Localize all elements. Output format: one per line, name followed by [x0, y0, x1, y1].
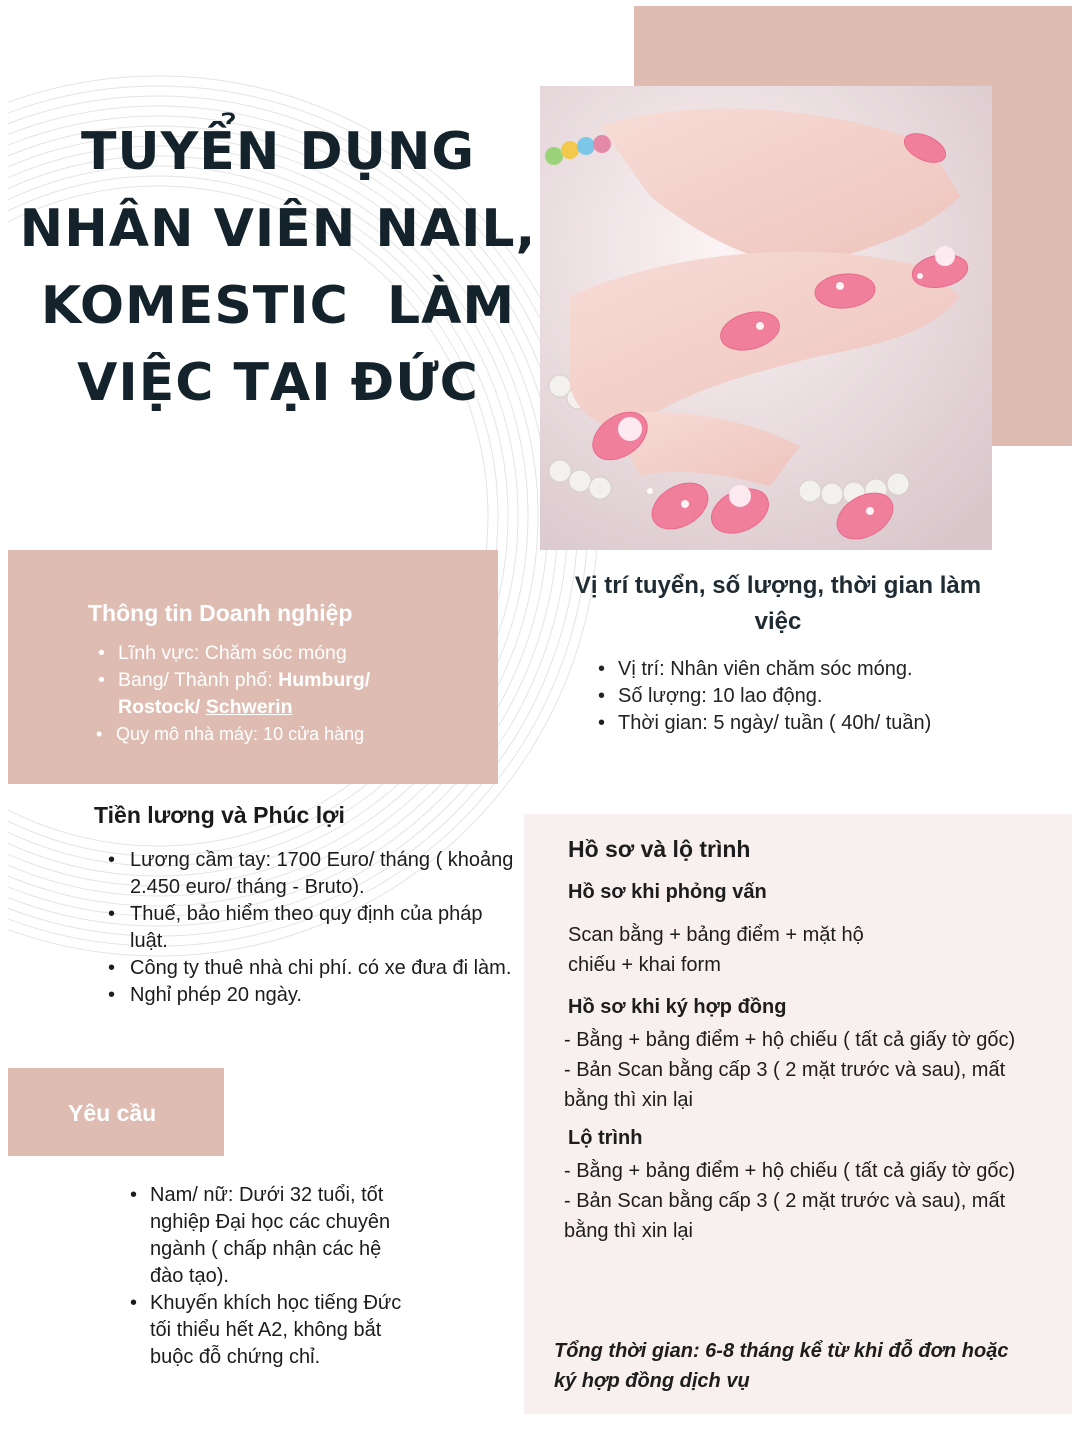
salary-title: Tiền lương và Phúc lợi: [94, 802, 345, 828]
total-duration: Tổng thời gian: 6-8 tháng kể từ khi đỗ đơn hoặc ký hợp đồng dịch vụ: [554, 1340, 1009, 1392]
interview-docs-text: Scan bằng + bảng điểm + mặt hộ chiếu + khai form: [568, 924, 864, 976]
salary-item: • Thuế, bảo hiểm theo quy định của pháp luật.: [108, 901, 518, 955]
route-title: Lộ trình: [568, 1127, 643, 1149]
documents-section: [524, 814, 1072, 1414]
interview-docs-title: Hồ sơ khi phỏng vấn: [568, 881, 767, 903]
route-item: - Bằng + bảng điểm + hộ chiếu ( tất cả giấy tờ gốc): [564, 1160, 1016, 1182]
requirements-header: [8, 1068, 224, 1156]
company-city: • Bang/ Thành phố: Humburg/ Rostock/ Schwerin: [98, 667, 370, 721]
requirements-title: Yêu cầu: [68, 1100, 157, 1126]
position-item: • Thời gian: 5 ngày/ tuần ( 40h/ tuần): [598, 710, 931, 737]
contract-doc-item: - Bản Scan bằng cấp 3 ( 2 mặt trước và sau), mất bằng thì xin lại: [564, 1059, 1006, 1111]
requirement-item: • Khuyến khích học tiếng Đức tối thiểu hết A2, không bắt buộc đỗ chứng chỉ.: [130, 1290, 420, 1371]
salary-list: [108, 847, 518, 1009]
page-title: [8, 114, 548, 422]
salary-item: • Công ty thuê nhà chi phí. có xe đưa đi làm.: [108, 955, 518, 982]
company-field: • Lĩnh vực: Chăm sóc móng: [98, 640, 370, 667]
poster: [8, 6, 1072, 1446]
salary-item: • Lương cầm tay: 1700 Euro/ tháng ( khoảng 2.450 euro/ tháng - Bruto).: [108, 847, 518, 901]
company-scale: • Quy mô nhà máy: 10 cửa hàng: [96, 721, 370, 748]
requirements-list: [130, 1182, 420, 1371]
contract-docs-title: Hồ sơ khi ký hợp đồng: [568, 996, 787, 1018]
contract-doc-item: - Bằng + bảng điểm + hộ chiếu ( tất cả giấy tờ gốc): [564, 1029, 1016, 1051]
company-info-section: [8, 550, 498, 784]
salary-item: • Nghỉ phép 20 ngày.: [108, 982, 518, 1009]
position-item: • Số lượng: 10 lao động.: [598, 683, 931, 710]
headline-line: VIỆC TẠI ĐỨC: [77, 353, 479, 413]
documents-title: Hồ sơ và lộ trình: [568, 836, 751, 862]
route-item: - Bản Scan bằng cấp 3 ( 2 mặt trước và sau), mất bằng thì xin lại: [564, 1190, 1006, 1242]
headline-line: NHÂN VIÊN NAIL,: [19, 199, 537, 259]
company-info-title: Thông tin Doanh nghiệp: [88, 600, 353, 626]
headline-line: KOMESTIC LÀM: [40, 276, 516, 336]
hands-illustration: [540, 86, 992, 550]
requirement-item: • Nam/ nữ: Dưới 32 tuổi, tốt nghiệp Đại học các chuyên ngành ( chấp nhận các hệ đào tạo).: [130, 1182, 420, 1290]
position-list: [598, 656, 931, 737]
nail-photo: [540, 86, 992, 550]
headline-line: TUYỂN DỤNG: [80, 122, 476, 182]
position-title: Vị trí tuyển, số lượng, thời gian làm việc: [574, 572, 982, 635]
company-info-list: [98, 640, 370, 748]
position-item: • Vị trí: Nhân viên chăm sóc móng.: [598, 656, 931, 683]
